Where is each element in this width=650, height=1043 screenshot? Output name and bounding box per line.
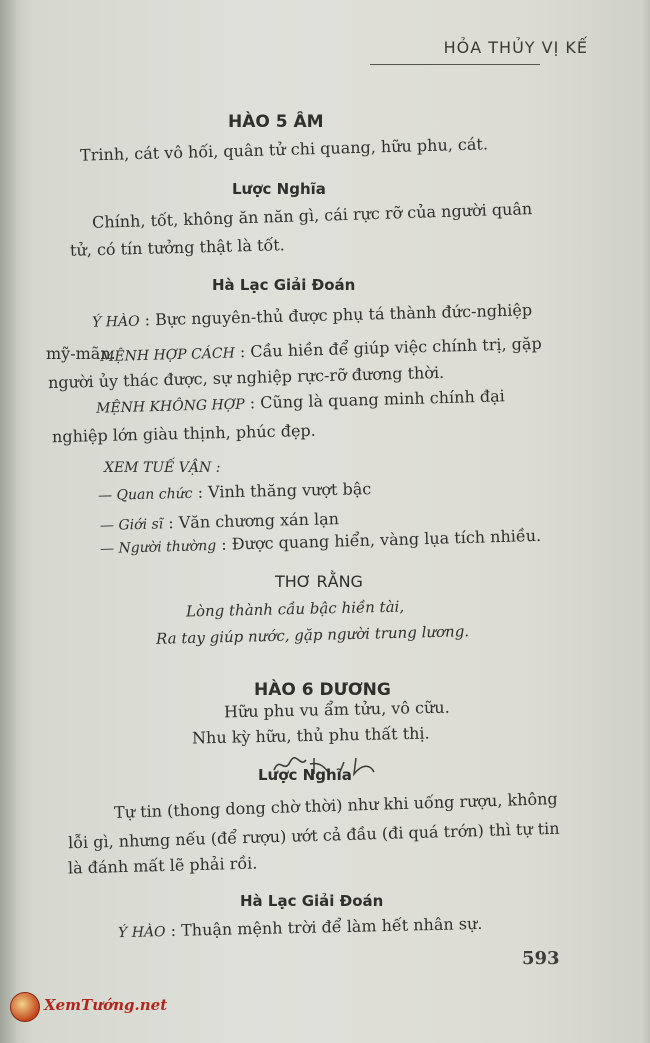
tv2-label: — Giới sĩ (99, 516, 164, 534)
hao5-line: Trinh, cát vô hối, quân tử chi quang, hữu phu, cát. (79, 134, 489, 165)
hao6-ha-lac-title: Hà Lạc Giải Đoán (240, 892, 384, 910)
hao5-luoc-nghia-title: Lược Nghĩa (232, 180, 326, 198)
hao6-luoc-nghia-title: Lược Nghĩa (258, 766, 352, 784)
tv3-text: : Được quang hiển, vàng lụa tích nhiều. (220, 525, 542, 554)
menh-khong-label: MỆNH KHÔNG HỢP (95, 396, 245, 417)
menh-hop-text: : Cầu hiền để giúp việc chính trị, gặp (239, 333, 542, 362)
tv1-label: — Quan chức (97, 485, 193, 504)
book-spine-shadow (0, 0, 16, 1043)
tho-line2: Ra tay giúp nước, gặp người trung lương. (155, 622, 470, 648)
hao6-luoc-nghia-line1: Tự tin (thong dong chờ thời) như khi uống rượu, không (113, 789, 558, 822)
tv1-text: : Vinh thăng vượt bậc (197, 479, 372, 502)
hao5-ha-lac-title: Hà Lạc Giải Đoán (212, 276, 356, 294)
hao5-y-hao-cont: mỹ-mãn. (46, 344, 116, 363)
y-hao-label: Ý HÀO (91, 313, 140, 331)
hao6-line2: Nhu kỳ hữu, thủ phu thất thị. (191, 723, 430, 748)
tv3-label: — Người thường (99, 537, 217, 558)
hao5-luoc-nghia-line1: Chính, tốt, không ăn năn gì, cái rực rỡ của người quân (91, 199, 533, 232)
hao5-menh-hop (100, 334, 542, 365)
tv2-text: : Văn chương xán lạn (168, 509, 340, 533)
menh-hop-label: MỆNH HỢP CÁCH (99, 345, 236, 366)
hao6-luoc-nghia-line2: lỗi gì, nhưng nếu (để rượu) ướt cả đầu (đi quá trớn) thì tự tin (67, 818, 560, 853)
tho-rang-title: THƠ RẰNG (275, 572, 363, 591)
hao6-title: HÀO 6 DƯƠNG (254, 680, 391, 700)
hao6-line1: Hữu phu vu ẩm tửu, vô cữu. (223, 697, 450, 722)
menh-khong-text: : Cũng là quang minh chính đại (249, 386, 505, 413)
watermark-text: XemTướng.net (44, 996, 168, 1014)
hao5-title: HÀO 5 ÂM (228, 112, 324, 132)
y-hao-text: : Bực nguyên-thủ được phụ tá thành đức-nghiệp (144, 300, 533, 330)
hao6-luoc-nghia-line3: là đánh mất lẽ phải rồi. (67, 853, 258, 878)
hao6-y-hao (118, 914, 483, 941)
hao6-y-hao-text: : Thuận mệnh trời để làm hết nhân sự. (170, 913, 483, 940)
hao5-menh-khong-cont: nghiệp lớn giàu thịnh, phúc đẹp. (51, 420, 316, 447)
hao5-menh-hop-cont: người ủy thác được, sự nghiệp rực-rỡ đương thời. (47, 362, 445, 393)
hao5-y-hao (92, 300, 533, 331)
page-edge (640, 0, 650, 1043)
running-header: HỎA THỦY VỊ KẾ (443, 38, 588, 57)
xem-tue-van: XEM TUẾ VẬN : (104, 460, 221, 476)
tho-line1: Lòng thành cầu bậc hiền tài, (185, 597, 405, 621)
hao6-y-hao-label: Ý HÀO (117, 924, 166, 942)
yin-yang-icon (10, 992, 40, 1022)
hao5-luoc-nghia-line2: tử, có tín tưởng thật là tốt. (69, 235, 286, 260)
tue-van-quan-chuc (98, 479, 372, 504)
tue-van-gioi-si (100, 509, 339, 534)
page-number: 593 (522, 948, 560, 969)
header-rule (370, 64, 540, 65)
hao5-menh-khong (96, 386, 505, 416)
